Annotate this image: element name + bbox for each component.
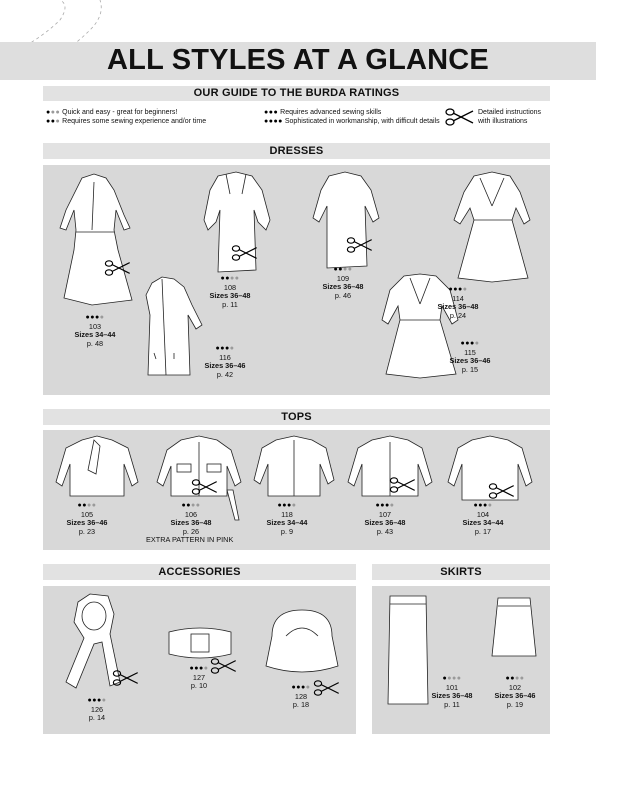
rating-legend-3: ●●● Requires advanced sewing skills [264, 109, 382, 116]
scissors-icon [488, 482, 516, 500]
rating-dots-icon: ●●●● [277, 502, 297, 509]
rating-dots-icon: ●●●● [442, 675, 462, 682]
style-caption-115: ●●●● 115 Sizes 36–46 p. 15 [435, 340, 505, 374]
scissors-icon [191, 478, 219, 496]
page-title: ALL STYLES AT A GLANCE [107, 44, 489, 76]
rating-dots-icon: ●●●● [85, 314, 105, 321]
rating-dots-icon: ●●●● [264, 118, 283, 125]
style-caption-106: ●●●● 106 Sizes 36–48 p. 26 [156, 502, 226, 536]
dresses-title: DRESSES [269, 145, 324, 157]
scissors-icon [389, 476, 417, 494]
rating-dots-icon: ●●●● [220, 275, 240, 282]
rating-dots-icon: ●●●● [460, 340, 480, 347]
skirts-title: SKIRTS [440, 566, 482, 578]
scissors-legend-1: Detailed instructions [478, 109, 542, 116]
rating-dots-icon: ●●●● [333, 266, 353, 273]
extra-pattern-note: EXTRA PATTERN IN PINK [146, 535, 234, 544]
rating-dots-icon: ●●●● [505, 675, 525, 682]
style-caption-102: ●●●● 102 Sizes 36–46 p. 19 [480, 675, 550, 709]
tops-title: TOPS [281, 411, 312, 423]
style-caption-104: ●●●● 104 Sizes 34–44 p. 17 [448, 502, 518, 536]
accessory-128-illustration [262, 606, 342, 678]
rating-dots-icon: ●●● [264, 109, 279, 116]
scissors-icon [445, 107, 475, 127]
rating-dots-icon: ●●●● [215, 345, 235, 352]
rating-legend-1: ●●● Quick and easy - great for beginners! [46, 109, 178, 116]
rating-dots-icon: ●●●● [181, 502, 201, 509]
rating-dots-icon: ●●●● [87, 697, 107, 704]
style-caption-128: ●●●● 128 p. 18 [266, 684, 336, 710]
top-118-illustration [252, 434, 337, 500]
style-caption-105: ●●●● 105 Sizes 36–46 p. 23 [52, 502, 122, 536]
style-caption-126: ●●●● 126 p. 14 [62, 697, 132, 723]
style-caption-109: ●●●● 109 Sizes 36–48 p. 46 [308, 266, 378, 300]
dress-103-illustration [52, 170, 137, 310]
guide-title: OUR GUIDE TO THE BURDA RATINGS [193, 87, 400, 99]
rating-dots-icon: ●●● [46, 118, 61, 125]
dress-109-illustration [305, 170, 385, 270]
style-caption-108: ●●●● 108 Sizes 36–48 p. 11 [195, 275, 265, 309]
scissors-icon [231, 244, 259, 262]
rating-dots-icon: ●●●● [77, 502, 97, 509]
style-caption-118: ●●●● 118 Sizes 34–44 p. 9 [252, 502, 322, 536]
rating-dots-icon: ●●● [46, 109, 61, 116]
accessories-title: ACCESSORIES [158, 566, 241, 578]
rating-dots-icon: ●●●● [189, 665, 209, 672]
style-caption-114: ●●●● 114 Sizes 36–48 p. 24 [423, 286, 493, 320]
dress-114-illustration [450, 170, 535, 285]
rating-legend-4: ●●●● Sophisticated in workmanship, with difficult details [264, 118, 440, 125]
style-caption-107: ●●●● 107 Sizes 36–48 p. 43 [350, 502, 420, 536]
rating-dots-icon: ●●●● [448, 286, 468, 293]
style-caption-116: ●●●● 116 Sizes 36–46 p. 42 [190, 345, 260, 379]
skirt-102-illustration [490, 594, 540, 660]
rating-dots-icon: ●●●● [375, 502, 395, 509]
scissors-legend-2: with illustrations [478, 118, 528, 125]
scissors-icon [346, 236, 374, 254]
top-105-illustration [52, 434, 142, 500]
rating-dots-icon: ●●●● [291, 684, 311, 691]
style-caption-103: ●●●● 103 Sizes 34–44 p. 48 [60, 314, 130, 348]
style-caption-101: ●●●● 101 Sizes 36–48 p. 11 [417, 675, 487, 709]
rating-legend-2: ●●● Requires some sewing experience and/or time [46, 118, 207, 125]
scissors-icon [112, 669, 140, 687]
rating-dots-icon: ●●●● [473, 502, 493, 509]
scissors-icon [104, 259, 132, 277]
style-caption-127: ●●●● 127 p. 10 [164, 665, 234, 691]
